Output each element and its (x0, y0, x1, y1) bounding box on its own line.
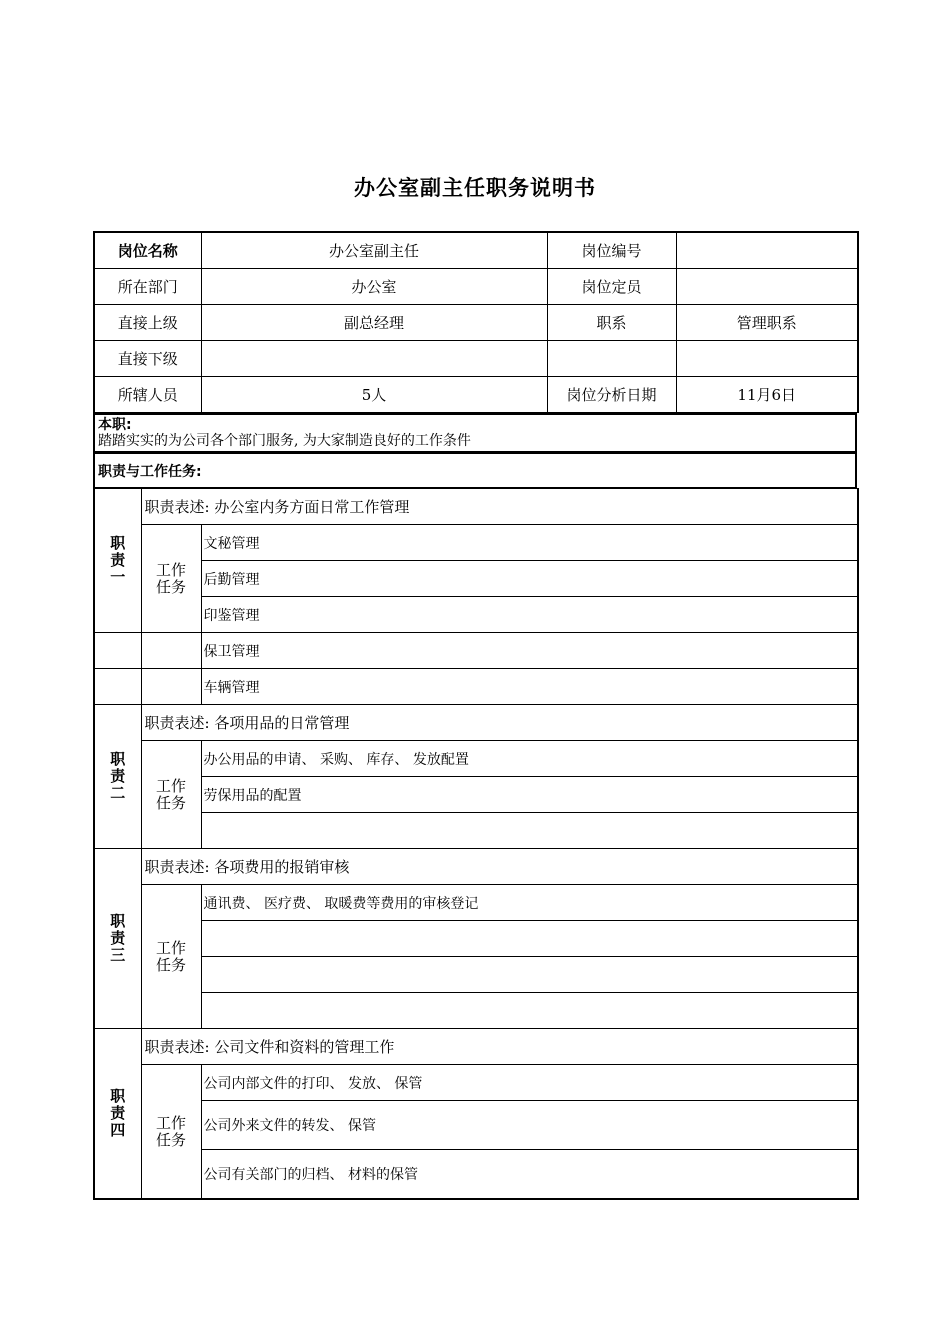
task-row (94, 669, 858, 705)
info-row (94, 305, 858, 341)
task-row (94, 1101, 858, 1150)
info-label: 所在部门 (94, 269, 201, 305)
empty-cell (141, 669, 201, 705)
task-item: 后勤管理 (201, 561, 858, 597)
info-value (676, 269, 858, 305)
task-row (94, 921, 858, 957)
duty-3-desc-row (94, 849, 858, 885)
work-task-label: 工作任务 (141, 885, 201, 1029)
task-item: 文秘管理 (201, 525, 858, 561)
info-row (94, 341, 858, 377)
task-row (94, 885, 858, 921)
duty-4-label: 职责四 (94, 1029, 141, 1200)
task-row (94, 597, 858, 633)
task-item: 公司内部文件的打印、 发放、 保管 (201, 1065, 858, 1101)
job-description-form (93, 231, 857, 1200)
duty-2-label: 职责二 (94, 705, 141, 849)
core-role-label: 本职: (98, 417, 132, 433)
work-task-label: 工作任务 (141, 1065, 201, 1200)
task-row (94, 525, 858, 561)
task-row (94, 777, 858, 813)
info-row (94, 232, 858, 269)
info-row (94, 377, 858, 413)
task-item (201, 993, 858, 1029)
work-task-label: 工作任务 (141, 741, 201, 849)
duty-desc: 职责表述: 公司文件和资料的管理工作 (141, 1029, 858, 1065)
info-label: 直接上级 (94, 305, 201, 341)
empty-cell (141, 633, 201, 669)
duty-desc: 职责表述: 各项费用的报销审核 (141, 849, 858, 885)
duty-1-desc-row (94, 489, 858, 525)
info-value (676, 232, 858, 269)
info-label (547, 341, 676, 377)
task-item (201, 957, 858, 993)
duties-table (93, 488, 859, 1200)
info-value (201, 341, 547, 377)
task-item: 保卫管理 (201, 633, 858, 669)
empty-cell (94, 633, 141, 669)
info-label: 岗位编号 (547, 232, 676, 269)
task-item: 印鉴管理 (201, 597, 858, 633)
duties-header: 职责与工作任务: (94, 453, 856, 488)
duty-4-desc-row (94, 1029, 858, 1065)
info-value: 办公室副主任 (201, 232, 547, 269)
info-label: 职系 (547, 305, 676, 341)
page-title: 办公室副主任职务说明书 (354, 176, 596, 200)
task-row (94, 1150, 858, 1200)
task-row (94, 741, 858, 777)
task-row (94, 813, 858, 849)
info-value (676, 341, 858, 377)
info-value: 管理职系 (676, 305, 858, 341)
task-item: 车辆管理 (201, 669, 858, 705)
empty-cell (94, 669, 141, 705)
info-value: 办公室 (201, 269, 547, 305)
info-label: 岗位分析日期 (547, 377, 676, 413)
info-label: 岗位定员 (547, 269, 676, 305)
core-role-cell (94, 414, 856, 452)
task-item: 公司有关部门的归档、 材料的保管 (201, 1150, 858, 1200)
task-item: 通讯费、 医疗费、 取暖费等费用的审核登记 (201, 885, 858, 921)
task-item: 劳保用品的配置 (201, 777, 858, 813)
task-item (201, 813, 858, 849)
duty-desc: 职责表述: 办公室内务方面日常工作管理 (141, 489, 858, 525)
info-row (94, 269, 858, 305)
task-row (94, 633, 858, 669)
task-row (94, 1065, 858, 1101)
core-role-section (93, 413, 857, 452)
duty-2-desc-row (94, 705, 858, 741)
task-row (94, 561, 858, 597)
work-task-label: 工作任务 (141, 525, 201, 633)
basic-info-table (93, 231, 859, 413)
task-item: 公司外来文件的转发、 保管 (201, 1101, 858, 1150)
duty-desc: 职责表述: 各项用品的日常管理 (141, 705, 858, 741)
duty-1-label: 职责一 (94, 489, 141, 633)
info-value: 副总经理 (201, 305, 547, 341)
task-item: 办公用品的申请、 采购、 库存、 发放配置 (201, 741, 858, 777)
info-value: 5人 (201, 377, 547, 413)
info-label: 岗位名称 (94, 232, 201, 269)
duty-3-label: 职责三 (94, 849, 141, 1029)
task-row (94, 993, 858, 1029)
task-row (94, 957, 858, 993)
duties-header-section (93, 452, 857, 488)
info-label: 所辖人员 (94, 377, 201, 413)
task-item (201, 921, 858, 957)
core-role-text: 踏踏实实的为公司各个部门服务, 为大家制造良好的工作条件 (98, 433, 471, 449)
info-label: 直接下级 (94, 341, 201, 377)
info-value: 11月6日 (676, 377, 858, 413)
